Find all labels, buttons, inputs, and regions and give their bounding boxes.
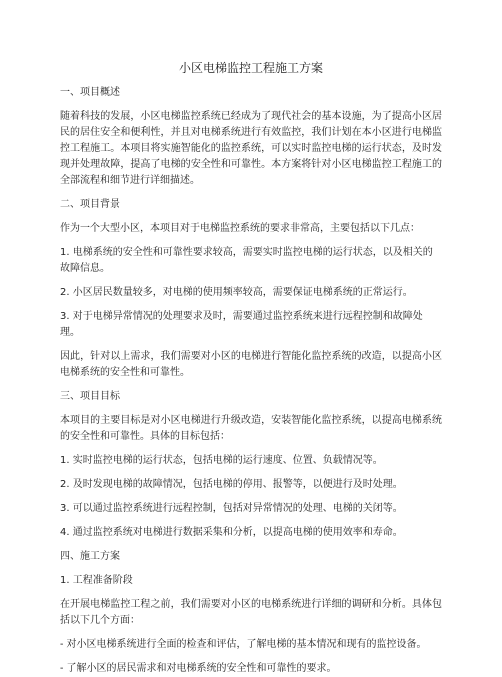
bullet-item: - 了解小区的居民需求和对电梯系统的安全性和可靠性的要求。 bbox=[60, 663, 337, 674]
list-item bbox=[60, 501, 442, 517]
document-title: 小区电梯监控工程施工方案 bbox=[178, 61, 323, 75]
section-heading-goals: 三、项目目标 bbox=[60, 391, 120, 402]
list-number: 3. bbox=[60, 503, 70, 514]
goals-intro: 本项目的主要目标是对小区电梯进行升级改造，安装智能化监控系统，以提高电梯系统的安全性和可靠性。具体的目标包括： bbox=[60, 415, 442, 442]
list-number: 2. bbox=[60, 287, 70, 298]
list-number: 3. bbox=[60, 311, 70, 322]
list-item bbox=[60, 245, 442, 277]
list-number: 4. bbox=[60, 527, 70, 538]
list-item bbox=[60, 309, 442, 341]
background-outro: 因此，针对以上需求，我们需要对小区的电梯进行智能化监控系统的改造，以提高小区电梯系统的安全性和可靠性。 bbox=[60, 351, 442, 378]
list-number: 1. bbox=[60, 575, 70, 586]
list-item bbox=[60, 525, 442, 541]
subsection-title: 工程准备阶段 bbox=[72, 575, 133, 586]
section-heading-plan: 四、施工方案 bbox=[60, 551, 120, 562]
list-text: 可以通过监控系统进行远程控制，包括对异常情况的处理、电梯的关闭等。 bbox=[72, 503, 403, 514]
list-text: 电梯系统的安全性和可靠性要求较高，需要实时监控电梯的运行状态，以及相关的故障信息。 bbox=[60, 247, 433, 274]
section-heading-background: 二、项目背景 bbox=[60, 199, 120, 210]
list-text: 实时监控电梯的运行状态，包括电梯的运行速度、位置、负载情况等。 bbox=[72, 455, 383, 466]
list-item bbox=[60, 477, 442, 493]
list-number: 1. bbox=[60, 247, 70, 258]
list-text: 小区居民数量较多，对电梯的使用频率较高，需要保证电梯系统的正常运行。 bbox=[72, 287, 413, 298]
bullet-item: - 对小区电梯系统进行全面的检查和评估，了解电梯的基本情况和现有的监控设备。 bbox=[60, 639, 427, 650]
background-intro: 作为一个大型小区，本项目对于电梯监控系统的要求非常高，主要包括以下几点： bbox=[60, 223, 420, 234]
plan-intro: 在开展电梯监控工程之前，我们需要对小区的电梯系统进行详细的调研和分析。具体包括以下几个方面： bbox=[60, 599, 442, 626]
overview-paragraph: 随着科技的发展，小区电梯监控系统已经成为了现代社会的基本设施，为了提高小区居民的居住安全和便利性，并且对电梯系统进行有效监控，我们计划在本小区进行电梯监控工程施工。本项目将实施智能化的监控系统，可以实时监控电梯的运行状态，及时发现并处理故障，提高了电梯的安全性和可靠性。本方案将针对小区电梯监控工程施工的全部流程和细节进行详细描述。 bbox=[60, 111, 442, 186]
list-number: 1. bbox=[60, 455, 70, 466]
subsection-heading bbox=[60, 573, 442, 589]
list-text: 及时发现电梯的故障情况，包括电梯的停用、报警等，以便进行及时处理。 bbox=[72, 479, 403, 490]
list-number: 2. bbox=[60, 479, 70, 490]
section-heading-overview: 一、项目概述 bbox=[60, 87, 120, 98]
list-item bbox=[60, 453, 442, 469]
list-text: 对于电梯异常情况的处理要求及时，需要通过监控系统来进行远程控制和故障处理。 bbox=[60, 311, 423, 338]
list-item bbox=[60, 285, 442, 301]
list-text: 通过监控系统对电梯进行数据采集和分析，以提高电梯的使用效率和寿命。 bbox=[72, 527, 403, 538]
